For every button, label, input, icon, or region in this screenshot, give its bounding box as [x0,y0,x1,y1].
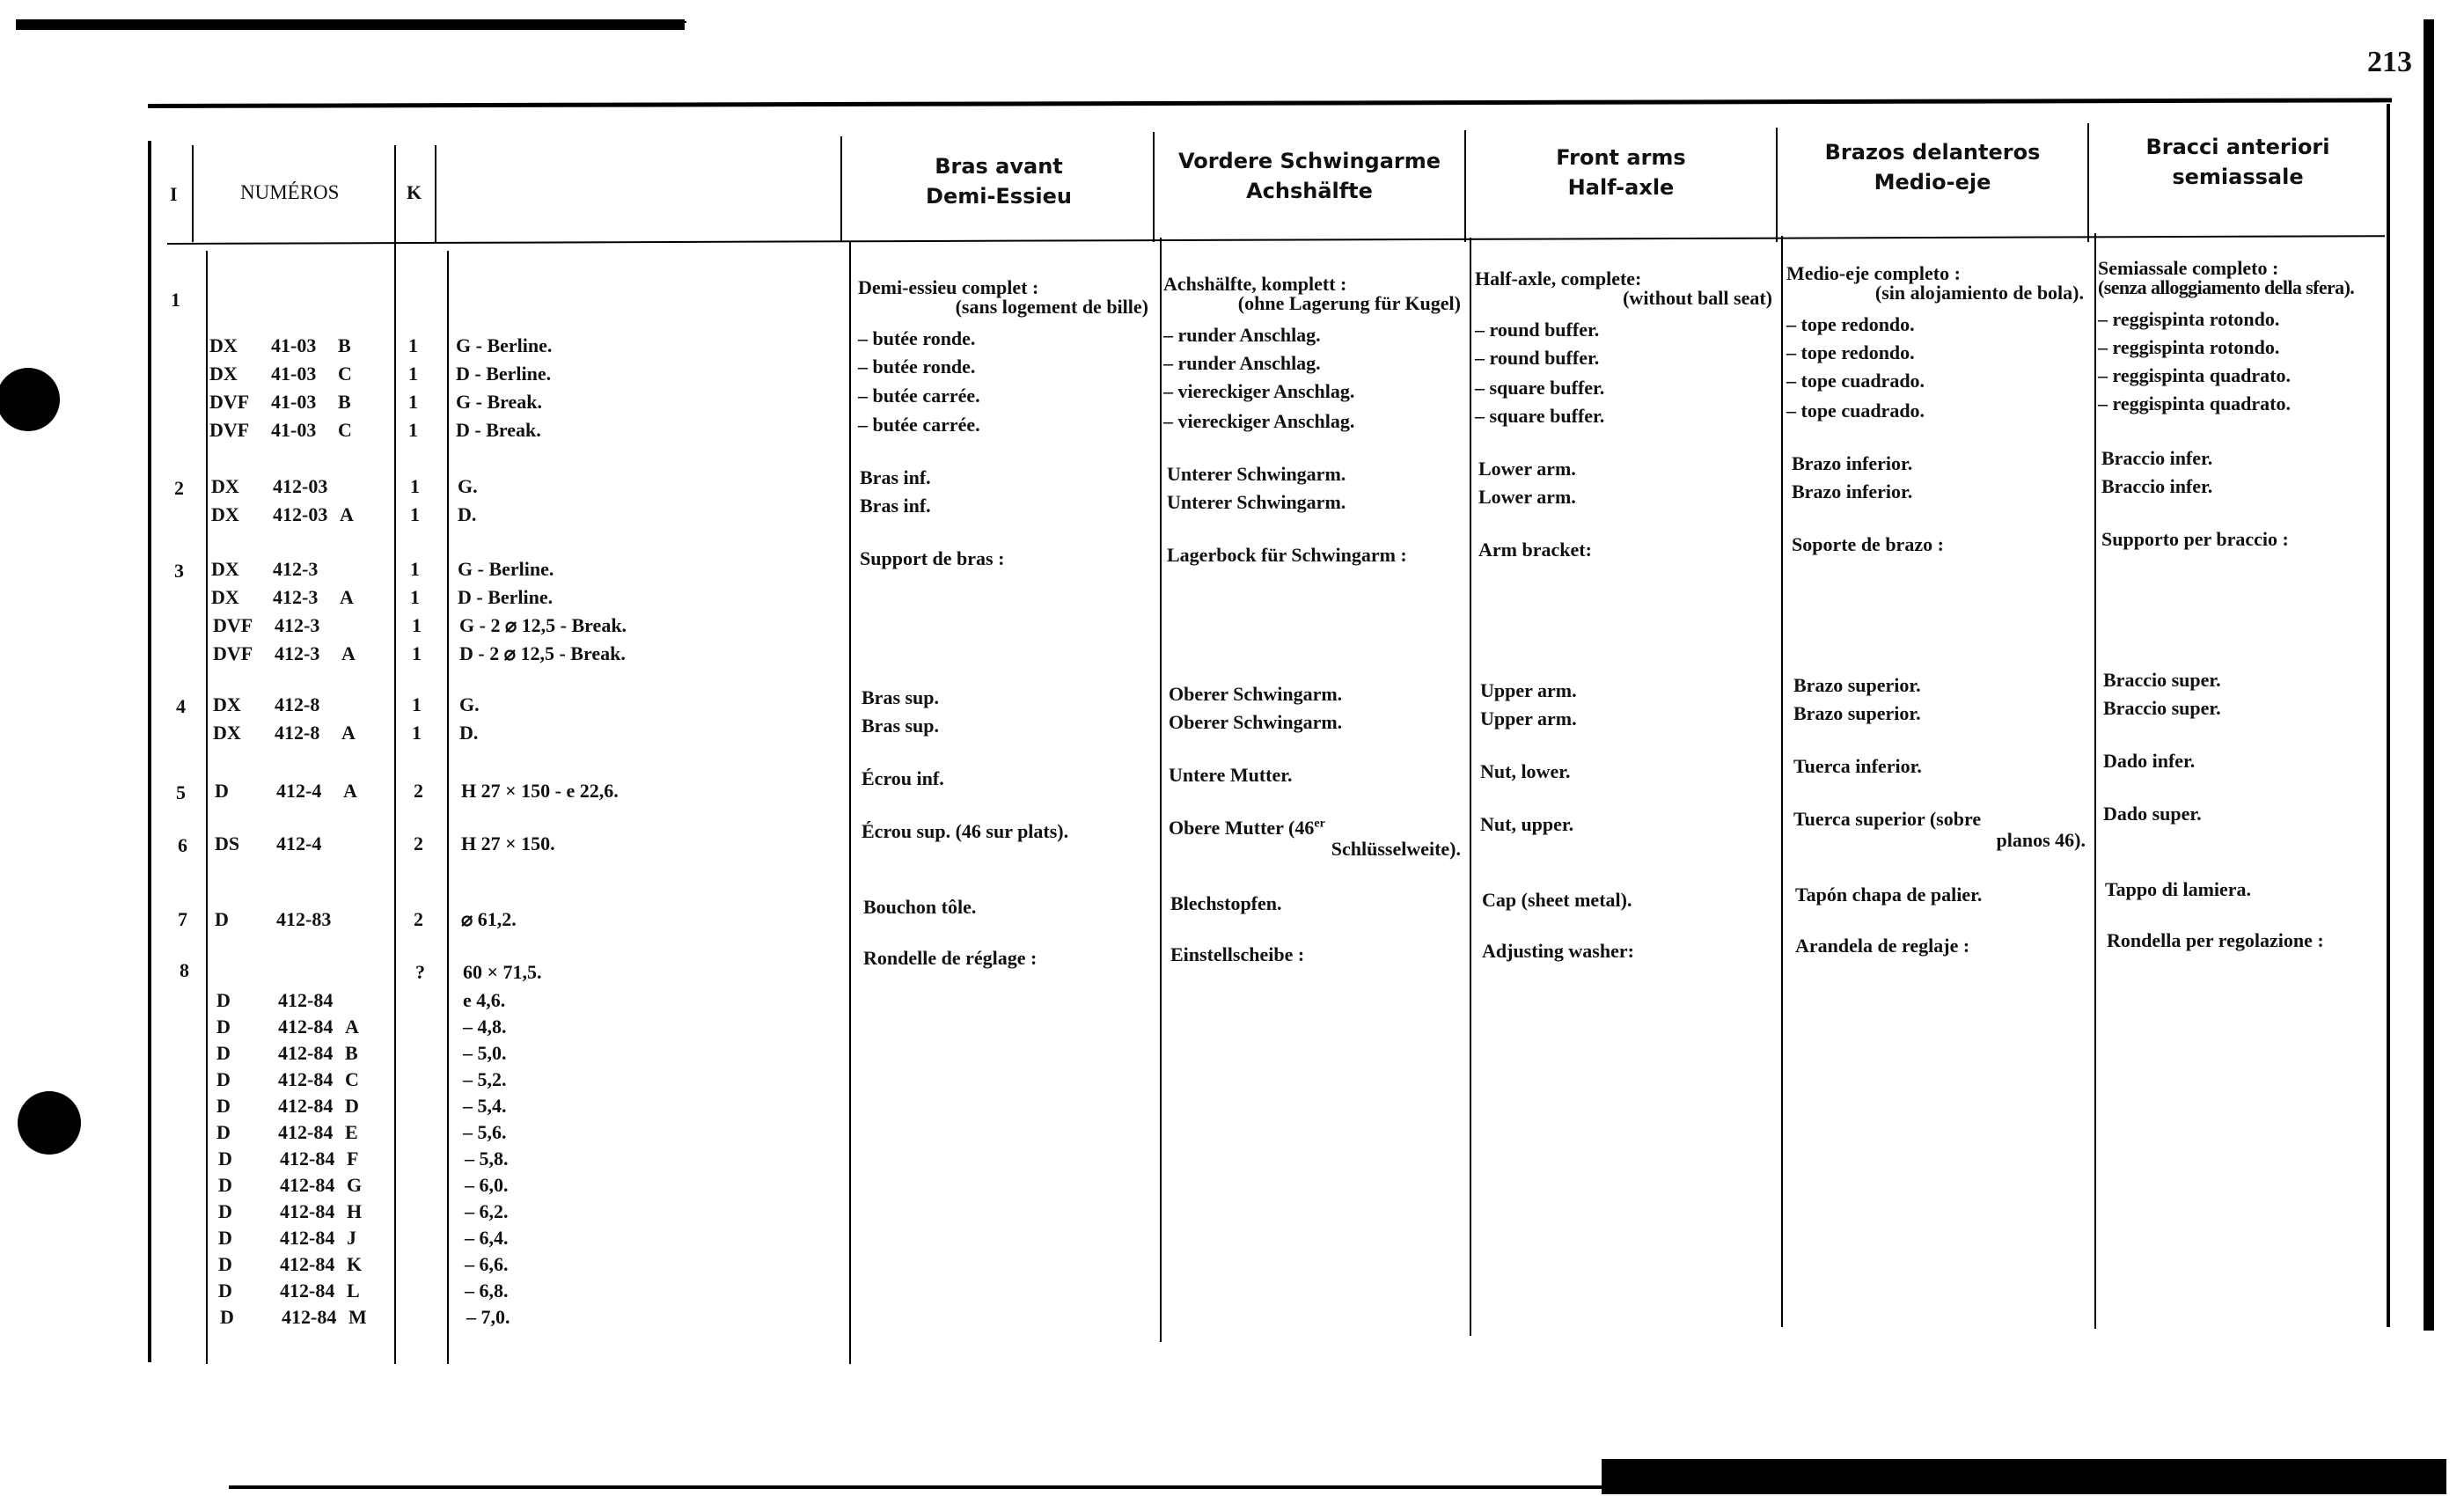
en-g2: Lower arm. [1478,458,1576,480]
part-number: 412-4 [276,832,322,854]
part-quantity: 1 [408,391,418,413]
it-g7: Tappo di lamiera. [2105,878,2252,900]
header-fr [845,151,1153,211]
part-number: 412-84 [280,1253,335,1275]
header-es-line2: Medio-eje [1874,170,1991,194]
part-description: D - 2 ⌀ 12,5 - Break. [459,642,626,664]
part-row [0,363,845,387]
top-scan-bar [16,19,685,30]
part-suffix: C [345,1068,359,1090]
part-prefix: DS [215,832,240,854]
part-description: H 27 × 150 - e 22,6. [461,780,619,802]
part-description: – 6,4. [465,1227,509,1249]
it-g1-item: – reggispinta quadrato. [2098,392,2292,414]
part-row [0,391,845,415]
part-row [0,1095,845,1119]
part-number: 412-3 [273,586,319,608]
group-number: 5 [176,781,186,803]
it-g6: Dado super. [2103,803,2202,825]
part-description: – 5,2. [463,1068,507,1090]
it-g1-item: – reggispinta rotondo. [2098,308,2280,330]
part-description: G - Break. [456,391,542,413]
table-top-border [148,98,2392,108]
part-description: D. [459,722,479,744]
part-row [0,586,845,611]
part-prefix: DX [211,475,239,497]
part-number: 412-03 [273,475,328,497]
part-prefix: D [220,1306,234,1328]
part-number: 412-84 [280,1174,335,1196]
part-description: 60 × 71,5. [463,961,542,983]
de-g6-b: Schlüsselweite). [1331,838,1461,860]
part-prefix: D [215,780,229,802]
part-quantity: 2 [414,832,423,854]
part-prefix: DX [209,334,238,356]
col-line-es-body [2094,233,2096,1329]
part-description: – 6,6. [465,1253,509,1275]
part-number: 412-84 [280,1227,335,1249]
part-row [0,832,845,857]
header-it-line1: Bracci anteriori [2145,135,2330,159]
part-row [0,989,845,1014]
en-g1-title: Half-axle, complete: [1475,268,1642,290]
part-number: 412-3 [275,614,320,636]
fr-g7: Bouchon tôle. [863,896,977,918]
part-description: D. [458,503,477,525]
part-number: 412-84 [278,1121,334,1143]
part-prefix: DX [211,586,239,608]
en-g1-item: – square buffer. [1475,405,1605,427]
en-g6: Nut, upper. [1480,813,1574,835]
es-g1-title: Medio-eje completo : [1786,262,1961,284]
header-separator [167,235,2385,245]
part-prefix: D [216,989,231,1011]
header-fr-line1: Bras avant [935,154,1063,179]
part-row [0,614,845,639]
de-g6-sup: er [1314,817,1325,831]
part-row [0,1042,845,1067]
en-g1-item: – square buffer. [1475,377,1605,399]
es-g1-sub: (sin alojamiento de bola). [1874,282,2084,304]
part-suffix: K [347,1253,363,1275]
part-row [0,475,845,500]
fr-g8: Rondelle de réglage : [863,947,1038,969]
part-number: 412-03 [273,503,328,525]
es-g2: Brazo inferior. [1792,452,1913,474]
part-prefix: DVF [213,642,253,664]
es-g1-item: – tope cuadrado. [1786,370,1925,392]
part-row [0,961,845,986]
header-en-line2: Half-axle [1567,175,1675,200]
part-suffix: B [338,391,351,413]
part-suffix: A [343,780,357,802]
part-number: 412-3 [275,642,320,664]
part-suffix: E [345,1121,358,1143]
part-quantity: 1 [410,558,420,580]
fr-g4: Bras sup. [862,686,940,708]
part-number: 412-84 [278,989,334,1011]
part-number: 412-84 [280,1280,335,1302]
part-number: 412-84 [280,1148,335,1170]
es-g3: Soporte de brazo : [1792,533,1944,555]
header-de-line1: Vordere Schwingarme [1177,149,1441,173]
group-number: 7 [178,908,187,930]
part-number: 412-84 [278,1095,334,1117]
part-description: D - Berline. [458,586,554,608]
en-g2: Lower arm. [1478,486,1576,508]
part-quantity: 1 [412,693,422,715]
part-description: H 27 × 150. [461,832,555,854]
part-description: – 6,8. [465,1280,509,1302]
it-g5: Dado infer. [2103,750,2196,772]
part-description: – 5,4. [463,1095,507,1117]
part-number: 412-4 [276,780,322,802]
part-row [0,780,845,804]
es-g4: Brazo superior. [1793,674,1921,696]
de-g5: Untere Mutter. [1169,764,1293,786]
en-g7: Cap (sheet metal). [1482,889,1632,911]
top-scan-bar-thin [616,21,686,23]
part-quantity: 1 [410,503,420,525]
de-g7: Blechstopfen. [1170,892,1282,914]
group-number: 2 [174,477,184,499]
part-row [0,908,845,933]
group-number: 6 [178,834,187,856]
part-prefix: D [216,1042,231,1064]
col-line-fr-body [1160,238,1162,1342]
part-suffix: H [347,1200,363,1222]
part-description: – 6,0. [465,1174,509,1196]
part-row [0,1174,845,1199]
table-right-border [2387,104,2390,1327]
part-prefix: DX [213,693,241,715]
part-prefix: D [216,1016,231,1038]
header-es-line1: Brazos delanteros [1824,140,2041,165]
part-number: 41-03 [271,391,317,413]
part-prefix: DVF [209,391,250,413]
part-suffix: G [347,1174,363,1196]
col-line-i [192,145,194,242]
part-prefix: D [216,1121,231,1143]
de-g2: Unterer Schwingarm. [1167,463,1346,485]
de-g1-sub: (ohne Lagerung für Kugel) [1237,292,1461,314]
part-number: 412-84 [278,1068,334,1090]
es-g8: Arandela de reglaje : [1795,935,1970,957]
part-description: G - 2 ⌀ 12,5 - Break. [459,614,627,636]
header-fr-line2: Demi-Essieu [926,184,1072,209]
part-description: e 4,6. [463,989,506,1011]
part-row [0,558,845,583]
part-row [0,419,845,444]
part-suffix: A [345,1016,359,1038]
part-description: – 5,6. [463,1121,507,1143]
es-g5: Tuerca inferior. [1793,755,1922,777]
part-suffix: C [338,363,352,385]
part-suffix: J [347,1227,356,1249]
es-g1-item: – tope redondo. [1786,313,1915,335]
part-row [0,1306,845,1331]
part-quantity: 1 [410,586,420,608]
col-line-de-body [1470,238,1471,1336]
en-g4: Upper arm. [1480,679,1577,701]
fr-g6: Écrou sup. (46 sur plats). [862,820,1069,842]
part-suffix: D [345,1095,359,1117]
fr-g1-sub: (sans logement de bille) [955,296,1148,318]
part-number: 412-84 [280,1200,335,1222]
part-row [0,693,845,718]
part-number: 412-84 [282,1306,337,1328]
part-number: 412-83 [276,908,332,930]
part-description: – 7,0. [466,1306,510,1328]
col-line-desc-body [849,242,851,1364]
part-quantity: 1 [412,642,422,664]
part-number: 41-03 [271,363,317,385]
part-prefix: D [218,1253,232,1275]
part-description: – 5,0. [463,1042,507,1064]
part-description: G. [459,693,480,715]
fr-g1-title: Demi-essieu complet : [858,276,1039,298]
page-number: 213 [2367,46,2412,78]
part-prefix: DX [211,503,239,525]
header-it [2089,132,2387,192]
header-es [1778,137,2087,197]
it-g1-item: – reggispinta rotondo. [2098,336,2280,358]
part-number: 412-84 [278,1016,334,1038]
col-line-desc [840,136,842,242]
part-prefix: DX [209,363,238,385]
part-suffix: A [341,642,356,664]
part-prefix: D [216,1068,231,1090]
part-description: G - Berline. [458,558,554,580]
part-prefix: D [218,1200,232,1222]
en-g1-sub: (without ball seat) [1623,287,1772,309]
group-number: 4 [176,695,186,717]
part-prefix: DX [211,558,239,580]
de-g8: Einstellscheibe : [1170,943,1305,965]
de-g2: Unterer Schwingarm. [1167,491,1346,513]
part-description: – 6,2. [465,1200,509,1222]
part-suffix: B [338,334,351,356]
en-g8: Adjusting washer: [1482,940,1634,962]
part-prefix: DVF [209,419,250,441]
en-g5: Nut, lower. [1480,760,1571,782]
es-g1-item: – tope cuadrado. [1786,400,1925,422]
group-number: 1 [171,289,180,311]
part-suffix: L [347,1280,360,1302]
de-g4: Oberer Schwingarm. [1169,683,1343,705]
part-description: D - Berline. [456,363,552,385]
en-g4: Upper arm. [1480,708,1577,730]
group-number: 8 [180,959,189,981]
fr-g1-item: – butée ronde. [858,327,976,349]
header-en-line1: Front arms [1556,145,1686,170]
part-row [0,1200,845,1225]
fr-g2: Bras inf. [860,466,931,488]
it-g4: Braccio super. [2103,697,2221,719]
part-number: 41-03 [271,334,317,356]
en-g1-item: – round buffer. [1475,347,1600,369]
de-g1-item: – runder Anschlag. [1163,352,1321,374]
fr-g3: Support de bras : [860,547,1005,569]
part-quantity: 1 [412,722,422,744]
part-row [0,1121,845,1146]
part-row [0,1148,845,1172]
group-number: 3 [174,560,184,582]
part-prefix: D [218,1227,232,1249]
es-g7: Tapón chapa de palier. [1795,884,1983,906]
part-quantity: 1 [408,363,418,385]
part-row [0,1068,845,1093]
es-g6-b: planos 46). [1996,829,2086,851]
fr-g5: Écrou inf. [862,767,944,789]
header-en [1466,143,1776,202]
es-g4: Brazo superior. [1793,702,1921,724]
it-g1-item: – reggispinta quadrato. [2098,364,2292,386]
right-scan-bar [2424,19,2434,1331]
part-row [0,722,845,746]
part-suffix: C [338,419,352,441]
it-g4: Braccio super. [2103,669,2221,691]
col-line-en-body [1781,236,1783,1327]
it-g2: Braccio infer. [2101,475,2213,497]
part-description: G - Berline. [456,334,553,356]
part-suffix: A [341,722,356,744]
de-g3: Lagerbock für Schwingarm : [1167,544,1407,566]
part-row [0,1227,845,1251]
part-prefix: DX [213,722,241,744]
es-g2: Brazo inferior. [1792,480,1913,502]
part-quantity: 1 [408,419,418,441]
fr-g1-item: – butée ronde. [858,356,976,378]
part-quantity: ? [415,961,425,983]
fr-g4: Bras sup. [862,715,940,737]
part-prefix: D [218,1148,232,1170]
part-row [0,503,845,528]
de-g1-title: Achshälfte, komplett : [1163,273,1347,295]
header-it-line2: semiassale [2172,165,2304,189]
part-prefix: D [215,908,229,930]
header-numeros: NUMÉROS [240,181,340,203]
de-g1-item: – runder Anschlag. [1163,324,1321,346]
it-g1-title: Semiassale completo : [2098,257,2279,279]
part-quantity: 1 [408,334,418,356]
it-g2: Braccio infer. [2101,447,2213,469]
part-row [0,1016,845,1040]
part-number: 412-84 [278,1042,334,1064]
part-row [0,1253,845,1278]
part-description: ⌀ 61,2. [461,908,517,930]
it-g8: Rondella per regolazione : [2107,929,2324,951]
de-g1-item: – viereckiger Anschlag. [1163,410,1355,432]
part-number: 412-3 [273,558,319,580]
part-number: 41-03 [271,419,317,441]
part-suffix: B [345,1042,358,1064]
part-row [0,1280,845,1304]
part-number: 412-8 [275,722,320,744]
de-g6-text: Obere Mutter (46 [1169,817,1315,839]
es-g1-item: – tope redondo. [1786,341,1915,363]
part-prefix: D [216,1095,231,1117]
part-description: G. [458,475,478,497]
part-prefix: D [218,1174,232,1196]
header-i: I [170,183,178,205]
part-row [0,642,845,667]
header-k: K [407,181,422,203]
col-line-k [435,145,436,242]
part-suffix: M [348,1306,367,1328]
part-number: 412-8 [275,693,320,715]
header-de [1155,146,1464,206]
en-g3: Arm bracket: [1478,539,1592,561]
en-g1-item: – round buffer. [1475,319,1600,341]
part-quantity: 2 [414,780,423,802]
de-g1-item: – viereckiger Anschlag. [1163,380,1355,402]
it-g1-sub: (senza alloggiamento della sfera). [2098,276,2355,298]
fr-g2: Bras inf. [860,495,931,517]
part-suffix: F [347,1148,359,1170]
bottom-scan-line [229,1485,1637,1489]
part-suffix: A [340,503,354,525]
part-quantity: 2 [414,908,423,930]
part-description: – 5,8. [465,1148,509,1170]
part-quantity: 1 [410,475,420,497]
part-description: D - Break. [456,419,541,441]
header-de-line2: Achshälfte [1246,179,1373,203]
es-g6-a: Tuerca superior (sobre [1793,808,1982,830]
part-description: – 4,8. [463,1016,507,1038]
fr-g1-item: – butée carrée. [858,414,980,436]
bottom-scan-bar [1602,1459,2446,1494]
fr-g1-item: – butée carrée. [858,385,980,407]
it-g3: Supporto per braccio : [2101,528,2289,550]
de-g4: Oberer Schwingarm. [1169,711,1343,733]
part-quantity: 1 [412,614,422,636]
part-prefix: D [218,1280,232,1302]
part-prefix: DVF [213,614,253,636]
de-g6 [1169,817,1325,840]
part-suffix: A [340,586,354,608]
part-row [0,334,845,359]
